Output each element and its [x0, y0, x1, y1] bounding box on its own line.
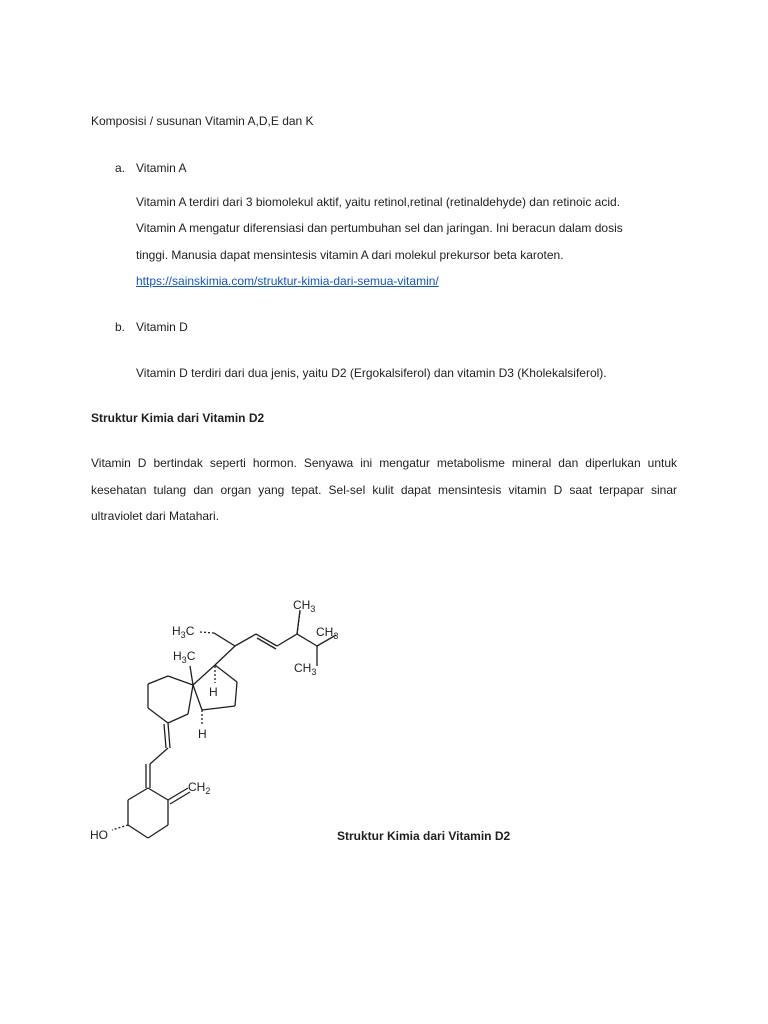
label-h-lower: H [198, 727, 207, 741]
section-title-vitamin-a: Vitamin A [136, 161, 187, 175]
vitamin-a-line-2: Vitamin A mengatur diferensiasi dan pertumbuhan sel dan jaringan. Ini beracun dalam dosis [136, 221, 623, 235]
vitamin-d2-structure-diagram [80, 588, 380, 858]
section-title-vitamin-d: Vitamin D [136, 320, 188, 334]
vitamin-d-text: Vitamin D terdiri dari dua jenis, yaitu D2 (Ergokalsiferol) dan vitamin D3 (Kholekalsiferol). [136, 366, 607, 380]
label-h3c-left: $H_3C$ [172, 624, 195, 640]
structure-svg [80, 588, 380, 858]
document-heading: Komposisi / susunan Vitamin A,D,E dan K [91, 114, 314, 128]
label-ch2: $CH_2$ [188, 780, 211, 796]
list-marker-a: a. [115, 161, 126, 175]
label-h-upper: H [209, 685, 218, 699]
vitamin-d-paragraph: Vitamin D bertindak seperti hormon. Senyawa ini mengatur metabolisme mineral dan diperlukan untuk kesehatan tulang dan organ yang tepat. Sel-sel kulit dapat mensintesis vitamin D saat terpapar sinar ultraviolet dari Matahari. [91, 456, 677, 523]
label-ho: HO [90, 828, 108, 842]
source-link[interactable]: https://sainskimia.com/struktur-kimia-dari-semua-vitamin/ [136, 274, 439, 288]
structure-bonds [112, 610, 339, 838]
list-marker-b: b. [115, 320, 126, 334]
label-ch3-top: $CH_3$ [293, 598, 316, 614]
label-ch3-lower: $CH_3$ [294, 661, 317, 677]
subheading-vitamin-d2: Struktur Kimia dari Vitamin D2 [91, 411, 265, 425]
label-h3c-ring: $H_3C$ [173, 649, 196, 665]
structure-caption: Struktur Kimia dari Vitamin D2 [337, 829, 511, 843]
vitamin-a-line-3: tinggi. Manusia dapat mensintesis vitamin A dari molekul prekursor beta karoten. [136, 248, 564, 262]
vitamin-a-line-1: Vitamin A terdiri dari 3 biomolekul aktif, yaitu retinol,retinal (retinaldehyde) dan retinoic acid. [136, 195, 621, 209]
label-ch3-right: $CH_3$ [316, 625, 339, 641]
